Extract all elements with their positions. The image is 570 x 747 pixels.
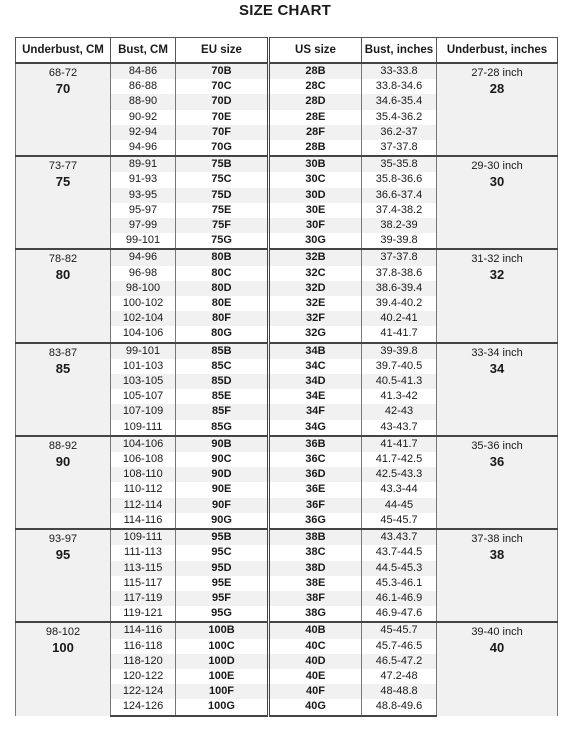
bust-cm-cell: 110-112 bbox=[111, 482, 176, 497]
eu-size-cell: 80E bbox=[176, 296, 269, 311]
eu-size-cell: 85D bbox=[176, 374, 269, 389]
eu-size-cell: 80B bbox=[176, 249, 269, 265]
bust-cm-cell: 114-116 bbox=[111, 622, 176, 638]
eu-size-cell: 95G bbox=[176, 606, 269, 622]
bust-inches-cell: 47.2-48 bbox=[362, 669, 437, 684]
eu-size-cell: 100E bbox=[176, 669, 269, 684]
bust-inches-cell: 35.8-36.6 bbox=[362, 172, 437, 187]
underbust-inches-band: 40 bbox=[489, 640, 505, 656]
us-size-cell: 34E bbox=[269, 389, 362, 404]
bust-cm-cell: 109-111 bbox=[111, 529, 176, 545]
underbust-inches-band: 36 bbox=[489, 453, 505, 469]
eu-size-cell: 70E bbox=[176, 110, 269, 125]
eu-size-cell: 75F bbox=[176, 218, 269, 233]
bust-inches-cell: 39.4-40.2 bbox=[362, 296, 437, 311]
eu-size-cell: 75E bbox=[176, 203, 269, 218]
bust-inches-cell: 34.6-35.4 bbox=[362, 94, 437, 109]
underbust-inches-band: 38 bbox=[489, 547, 505, 563]
bust-inches-cell: 37-37.8 bbox=[362, 140, 437, 156]
underbust-cm-band: 80 bbox=[55, 267, 71, 283]
us-size-cell: 40C bbox=[269, 639, 362, 654]
us-size-cell: 34G bbox=[269, 420, 362, 436]
underbust-cm-range: 73-77 bbox=[48, 160, 78, 173]
bust-cm-cell: 103-105 bbox=[111, 374, 176, 389]
underbust-cm-range: 83-87 bbox=[48, 346, 78, 359]
bust-inches-cell: 39-39.8 bbox=[362, 343, 437, 359]
eu-size-cell: 75G bbox=[176, 233, 269, 249]
bust-cm-cell: 91-93 bbox=[111, 172, 176, 187]
underbust-cm-cell bbox=[16, 63, 111, 156]
us-size-cell: 32C bbox=[269, 266, 362, 281]
eu-size-cell: 80G bbox=[176, 326, 269, 342]
bust-cm-cell: 93-95 bbox=[111, 188, 176, 203]
eu-size-cell: 95F bbox=[176, 591, 269, 606]
us-size-cell: 40D bbox=[269, 654, 362, 669]
page-title: SIZE CHART bbox=[239, 2, 331, 19]
underbust-cm-cell bbox=[16, 343, 111, 436]
us-size-cell: 36C bbox=[269, 452, 362, 467]
us-size-cell: 30E bbox=[269, 203, 362, 218]
eu-size-cell: 80D bbox=[176, 281, 269, 296]
underbust-cm-cell bbox=[16, 529, 111, 622]
bust-cm-cell: 86-88 bbox=[111, 79, 176, 94]
bust-inches-cell: 44.5-45.3 bbox=[362, 561, 437, 576]
bust-cm-cell: 109-111 bbox=[111, 420, 176, 436]
bust-inches-cell: 35-35.8 bbox=[362, 156, 437, 172]
bust-cm-cell: 111-113 bbox=[111, 545, 176, 560]
bust-inches-cell: 46.9-47.6 bbox=[362, 606, 437, 622]
eu-size-cell: 90F bbox=[176, 498, 269, 513]
header-underbust-inches: Underbust, inches bbox=[437, 38, 558, 64]
eu-size-cell: 90B bbox=[176, 436, 269, 452]
bust-cm-cell: 89-91 bbox=[111, 156, 176, 172]
us-size-cell: 28B bbox=[269, 140, 362, 156]
us-size-cell: 28D bbox=[269, 94, 362, 109]
bust-cm-cell: 107-109 bbox=[111, 404, 176, 419]
bust-cm-cell: 106-108 bbox=[111, 452, 176, 467]
size-chart-body bbox=[16, 63, 558, 716]
us-size-cell: 34F bbox=[269, 404, 362, 419]
us-size-cell: 32E bbox=[269, 296, 362, 311]
header-us-size: US size bbox=[269, 38, 362, 64]
eu-size-cell: 85E bbox=[176, 389, 269, 404]
bust-cm-cell: 122-124 bbox=[111, 684, 176, 699]
underbust-cm-cell bbox=[16, 156, 111, 249]
us-size-cell: 38B bbox=[269, 529, 362, 545]
bust-inches-cell: 43.7-44.5 bbox=[362, 545, 437, 560]
underbust-inches-cell bbox=[437, 529, 558, 622]
eu-size-cell: 90D bbox=[176, 467, 269, 482]
bust-cm-cell: 104-106 bbox=[111, 436, 176, 452]
table-row bbox=[16, 343, 558, 359]
underbust-cm-band: 95 bbox=[55, 547, 71, 563]
bust-cm-cell: 119-121 bbox=[111, 606, 176, 622]
bust-cm-cell: 105-107 bbox=[111, 389, 176, 404]
underbust-inches-cell bbox=[437, 249, 558, 342]
us-size-cell: 36D bbox=[269, 467, 362, 482]
bust-cm-cell: 115-117 bbox=[111, 576, 176, 591]
bust-cm-cell: 101-103 bbox=[111, 359, 176, 374]
us-size-cell: 36G bbox=[269, 513, 362, 529]
eu-size-cell: 70B bbox=[176, 63, 269, 79]
bust-cm-cell: 100-102 bbox=[111, 296, 176, 311]
eu-size-cell: 95B bbox=[176, 529, 269, 545]
underbust-cm-cell bbox=[16, 622, 111, 715]
us-size-cell: 30F bbox=[269, 218, 362, 233]
eu-size-cell: 70C bbox=[176, 79, 269, 94]
us-size-cell: 30G bbox=[269, 233, 362, 249]
bust-inches-cell: 44-45 bbox=[362, 498, 437, 513]
eu-size-cell: 85C bbox=[176, 359, 269, 374]
bust-inches-cell: 41.7-42.5 bbox=[362, 452, 437, 467]
bust-cm-cell: 84-86 bbox=[111, 63, 176, 79]
bust-inches-cell: 39.7-40.5 bbox=[362, 359, 437, 374]
eu-size-cell: 75B bbox=[176, 156, 269, 172]
eu-size-cell: 95E bbox=[176, 576, 269, 591]
eu-size-cell: 80F bbox=[176, 311, 269, 326]
size-chart-table bbox=[15, 37, 558, 717]
underbust-cm-band: 100 bbox=[52, 640, 74, 656]
underbust-cm-range: 98-102 bbox=[45, 626, 81, 639]
bust-cm-cell: 92-94 bbox=[111, 125, 176, 140]
bust-inches-cell: 45-45.7 bbox=[362, 622, 437, 638]
bust-inches-cell: 42-43 bbox=[362, 404, 437, 419]
us-size-cell: 38D bbox=[269, 561, 362, 576]
bust-cm-cell: 98-100 bbox=[111, 281, 176, 296]
us-size-cell: 32D bbox=[269, 281, 362, 296]
us-size-cell: 30C bbox=[269, 172, 362, 187]
table-row bbox=[16, 622, 558, 638]
bust-cm-cell: 124-126 bbox=[111, 699, 176, 715]
header-row bbox=[16, 38, 558, 64]
us-size-cell: 28C bbox=[269, 79, 362, 94]
bust-inches-cell: 45.7-46.5 bbox=[362, 639, 437, 654]
underbust-inches-range: 35-36 inch bbox=[471, 439, 523, 452]
eu-size-cell: 100G bbox=[176, 699, 269, 715]
underbust-inches-cell bbox=[437, 343, 558, 436]
eu-size-cell: 90E bbox=[176, 482, 269, 497]
eu-size-cell: 70D bbox=[176, 94, 269, 109]
underbust-cm-range: 78-82 bbox=[48, 253, 78, 266]
bust-cm-cell: 114-116 bbox=[111, 513, 176, 529]
header-underbust-cm: Underbust, CM bbox=[16, 38, 111, 64]
bust-cm-cell: 120-122 bbox=[111, 669, 176, 684]
bust-inches-cell: 33-33.8 bbox=[362, 63, 437, 79]
underbust-inches-cell bbox=[437, 63, 558, 156]
underbust-inches-range: 33-34 inch bbox=[471, 346, 523, 359]
table-row bbox=[16, 63, 558, 79]
bust-inches-cell: 36.2-37 bbox=[362, 125, 437, 140]
bust-inches-cell: 43.3-44 bbox=[362, 482, 437, 497]
us-size-cell: 40E bbox=[269, 669, 362, 684]
underbust-inches-range: 37-38 inch bbox=[471, 533, 523, 546]
eu-size-cell: 95C bbox=[176, 545, 269, 560]
header-bust-cm: Bust, CM bbox=[111, 38, 176, 64]
underbust-inches-range: 27-28 inch bbox=[471, 67, 523, 79]
bust-inches-cell: 38.6-39.4 bbox=[362, 281, 437, 296]
table-row bbox=[16, 436, 558, 452]
bust-inches-cell: 37.8-38.6 bbox=[362, 266, 437, 281]
underbust-cm-range: 68-72 bbox=[48, 67, 78, 79]
eu-size-cell: 100F bbox=[176, 684, 269, 699]
us-size-cell: 32G bbox=[269, 326, 362, 342]
bust-cm-cell: 94-96 bbox=[111, 140, 176, 156]
bust-cm-cell: 96-98 bbox=[111, 266, 176, 281]
bust-inches-cell: 37.4-38.2 bbox=[362, 203, 437, 218]
us-size-cell: 28E bbox=[269, 110, 362, 125]
underbust-cm-range: 93-97 bbox=[48, 533, 78, 546]
underbust-inches-band: 34 bbox=[489, 360, 505, 376]
us-size-cell: 36E bbox=[269, 482, 362, 497]
underbust-inches-range: 29-30 inch bbox=[471, 160, 523, 173]
underbust-cm-band: 90 bbox=[55, 453, 71, 469]
bust-cm-cell: 112-114 bbox=[111, 498, 176, 513]
table-row bbox=[16, 249, 558, 265]
underbust-inches-range: 31-32 inch bbox=[471, 253, 523, 266]
underbust-cm-range: 88-92 bbox=[48, 439, 78, 452]
underbust-cm-band: 75 bbox=[55, 174, 71, 190]
bust-inches-cell: 38.2-39 bbox=[362, 218, 437, 233]
bust-inches-cell: 41-41.7 bbox=[362, 326, 437, 342]
bust-inches-cell: 41.3-42 bbox=[362, 389, 437, 404]
underbust-cm-band: 70 bbox=[55, 81, 71, 96]
eu-size-cell: 100B bbox=[176, 622, 269, 638]
us-size-cell: 40B bbox=[269, 622, 362, 638]
underbust-inches-cell bbox=[437, 622, 558, 715]
us-size-cell: 40F bbox=[269, 684, 362, 699]
bust-cm-cell: 99-101 bbox=[111, 343, 176, 359]
bust-cm-cell: 102-104 bbox=[111, 311, 176, 326]
us-size-cell: 34C bbox=[269, 359, 362, 374]
bust-inches-cell: 40.2-41 bbox=[362, 311, 437, 326]
underbust-inches-cell bbox=[437, 156, 558, 249]
bust-inches-cell: 45.3-46.1 bbox=[362, 576, 437, 591]
eu-size-cell: 70G bbox=[176, 140, 269, 156]
underbust-inches-band: 32 bbox=[489, 267, 505, 283]
bust-cm-cell: 108-110 bbox=[111, 467, 176, 482]
underbust-inches-range: 39-40 inch bbox=[471, 626, 523, 639]
bust-inches-cell: 36.6-37.4 bbox=[362, 188, 437, 203]
bust-inches-cell: 41-41.7 bbox=[362, 436, 437, 452]
underbust-cm-cell bbox=[16, 249, 111, 342]
eu-size-cell: 95D bbox=[176, 561, 269, 576]
eu-size-cell: 90C bbox=[176, 452, 269, 467]
us-size-cell: 28F bbox=[269, 125, 362, 140]
bust-cm-cell: 117-119 bbox=[111, 591, 176, 606]
bust-cm-cell: 104-106 bbox=[111, 326, 176, 342]
bust-inches-cell: 45-45.7 bbox=[362, 513, 437, 529]
eu-size-cell: 85G bbox=[176, 420, 269, 436]
bust-inches-cell: 42.5-43.3 bbox=[362, 467, 437, 482]
eu-size-cell: 100C bbox=[176, 639, 269, 654]
underbust-inches-band: 28 bbox=[489, 81, 505, 96]
us-size-cell: 36B bbox=[269, 436, 362, 452]
us-size-cell: 28B bbox=[269, 63, 362, 79]
bust-cm-cell: 99-101 bbox=[111, 233, 176, 249]
bust-cm-cell: 95-97 bbox=[111, 203, 176, 218]
underbust-cm-band: 85 bbox=[55, 360, 71, 376]
bust-inches-cell: 46.1-46.9 bbox=[362, 591, 437, 606]
bust-cm-cell: 97-99 bbox=[111, 218, 176, 233]
underbust-inches-cell bbox=[437, 436, 558, 529]
bust-inches-cell: 48.8-49.6 bbox=[362, 699, 437, 715]
eu-size-cell: 70F bbox=[176, 125, 269, 140]
bust-cm-cell: 94-96 bbox=[111, 249, 176, 265]
bust-inches-cell: 35.4-36.2 bbox=[362, 110, 437, 125]
us-size-cell: 34B bbox=[269, 343, 362, 359]
table-row bbox=[16, 156, 558, 172]
size-chart-table-container bbox=[15, 37, 557, 717]
us-size-cell: 40G bbox=[269, 699, 362, 715]
header-bust-inches: Bust, inches bbox=[362, 38, 437, 64]
underbust-inches-band: 30 bbox=[489, 174, 505, 190]
bust-inches-cell: 37-37.8 bbox=[362, 249, 437, 265]
eu-size-cell: 80C bbox=[176, 266, 269, 281]
eu-size-cell: 90G bbox=[176, 513, 269, 529]
us-size-cell: 32F bbox=[269, 311, 362, 326]
bust-inches-cell: 39-39.8 bbox=[362, 233, 437, 249]
us-size-cell: 32B bbox=[269, 249, 362, 265]
bust-inches-cell: 43-43.7 bbox=[362, 420, 437, 436]
us-size-cell: 38G bbox=[269, 606, 362, 622]
us-size-cell: 36F bbox=[269, 498, 362, 513]
us-size-cell: 38C bbox=[269, 545, 362, 560]
us-size-cell: 30D bbox=[269, 188, 362, 203]
us-size-cell: 38E bbox=[269, 576, 362, 591]
eu-size-cell: 85F bbox=[176, 404, 269, 419]
bust-cm-cell: 88-90 bbox=[111, 94, 176, 109]
eu-size-cell: 85B bbox=[176, 343, 269, 359]
eu-size-cell: 75C bbox=[176, 172, 269, 187]
eu-size-cell: 100D bbox=[176, 654, 269, 669]
bust-cm-cell: 90-92 bbox=[111, 110, 176, 125]
us-size-cell: 34D bbox=[269, 374, 362, 389]
us-size-cell: 38F bbox=[269, 591, 362, 606]
bust-cm-cell: 116-118 bbox=[111, 639, 176, 654]
eu-size-cell: 75D bbox=[176, 188, 269, 203]
bust-cm-cell: 113-115 bbox=[111, 561, 176, 576]
bust-inches-cell: 33.8-34.6 bbox=[362, 79, 437, 94]
bust-inches-cell: 40.5-41.3 bbox=[362, 374, 437, 389]
us-size-cell: 30B bbox=[269, 156, 362, 172]
bust-inches-cell: 43.43.7 bbox=[362, 529, 437, 545]
underbust-cm-cell bbox=[16, 436, 111, 529]
bust-inches-cell: 46.5-47.2 bbox=[362, 654, 437, 669]
header-eu-size: EU size bbox=[176, 38, 269, 64]
bust-cm-cell: 118-120 bbox=[111, 654, 176, 669]
bust-inches-cell: 48-48.8 bbox=[362, 684, 437, 699]
table-row bbox=[16, 529, 558, 545]
